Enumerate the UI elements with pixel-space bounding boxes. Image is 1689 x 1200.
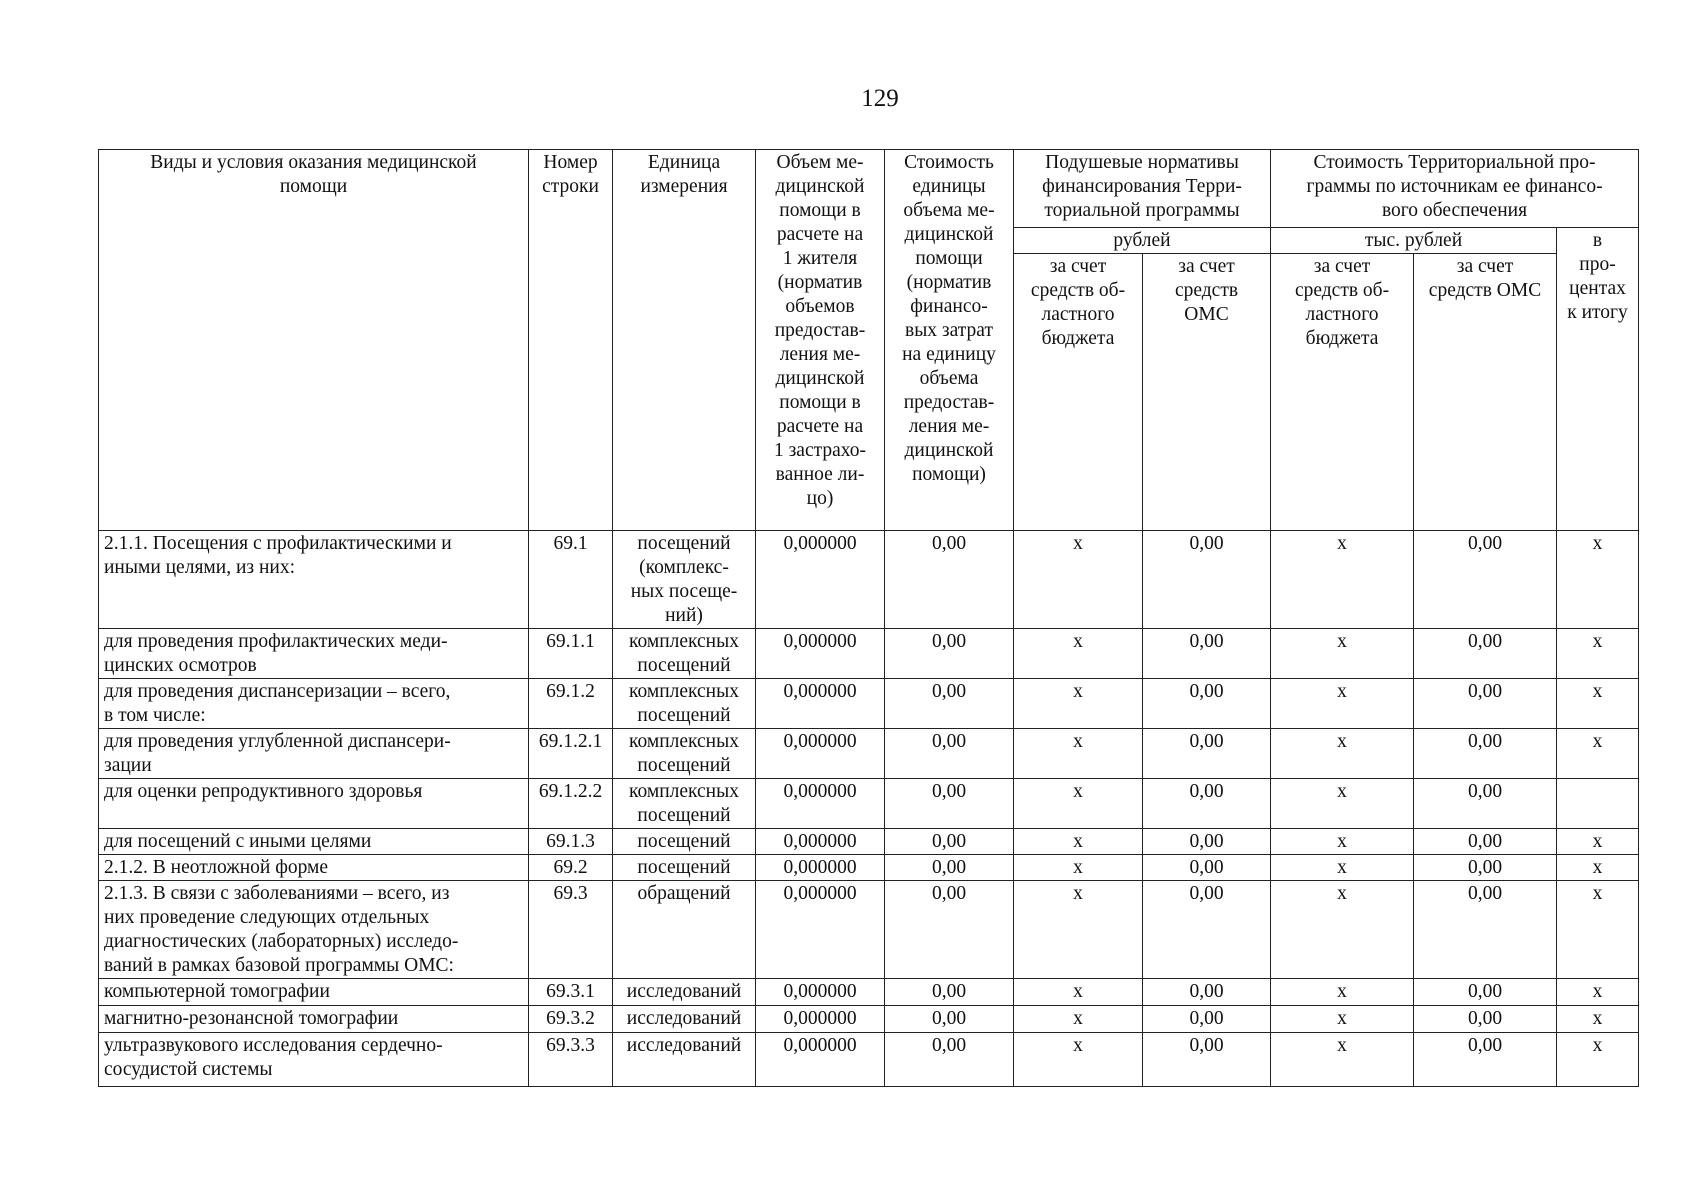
cell-volume: 0,000000 <box>756 1033 885 1087</box>
cell-percent: х <box>1557 679 1639 729</box>
cell-unit: комплексных посещений <box>613 629 756 679</box>
cell-unit-cost: 0,00 <box>885 679 1014 729</box>
cell-pc-budget: х <box>1014 679 1143 729</box>
table-row <box>99 829 1639 855</box>
cell-row-number: 69.2 <box>529 855 613 881</box>
cell-care-type: магнитно-резонансной томографии <box>99 1006 529 1033</box>
cell-unit: исследований <box>613 1033 756 1087</box>
cell-care-type: для посещений с иными целями <box>99 829 529 855</box>
cell-unit: обращений <box>613 881 756 979</box>
cell-care-type: 2.1.3. В связи с заболеваниями – всего, из них проведение следующих отдельных диагностических (лабораторных) исследо- ваний в рамках базовой программы ОМС: <box>99 881 529 979</box>
cell-unit-cost: 0,00 <box>885 881 1014 979</box>
cell-volume: 0,000000 <box>756 1006 885 1033</box>
cell-unit: комплексных посещений <box>613 679 756 729</box>
cell-tp-oms: 0,00 <box>1414 855 1557 881</box>
cell-tp-oms: 0,00 <box>1414 979 1557 1006</box>
header-thousand-rubles: тыс. рублей <box>1271 228 1557 254</box>
cell-pc-budget: х <box>1014 729 1143 779</box>
cell-tp-budget: х <box>1271 979 1414 1006</box>
cell-pc-oms: 0,00 <box>1143 531 1271 629</box>
cell-row-number: 69.1.1 <box>529 629 613 679</box>
header-oms-2: за счет средств ОМС <box>1414 254 1557 531</box>
table-row <box>99 1006 1639 1033</box>
table-row <box>99 629 1639 679</box>
cell-care-type: компьютерной томографии <box>99 979 529 1006</box>
cell-volume: 0,000000 <box>756 679 885 729</box>
cell-row-number: 69.1.3 <box>529 829 613 855</box>
header-unit: Единица измерения <box>613 150 756 531</box>
cell-tp-budget: х <box>1271 779 1414 829</box>
header-care-type: Виды и условия оказания медицинской помощи <box>99 150 529 531</box>
cell-percent: х <box>1557 829 1639 855</box>
cell-percent: х <box>1557 1033 1639 1087</box>
cell-tp-oms: 0,00 <box>1414 729 1557 779</box>
cell-pc-budget: х <box>1014 1033 1143 1087</box>
cell-unit: комплексных посещений <box>613 779 756 829</box>
cell-unit-cost: 0,00 <box>885 1033 1014 1087</box>
cell-unit-cost: 0,00 <box>885 531 1014 629</box>
cell-unit-cost: 0,00 <box>885 779 1014 829</box>
cell-unit-cost: 0,00 <box>885 1006 1014 1033</box>
cell-pc-oms: 0,00 <box>1143 1033 1271 1087</box>
cell-pc-budget: х <box>1014 531 1143 629</box>
cell-percent: х <box>1557 855 1639 881</box>
cell-pc-budget: х <box>1014 779 1143 829</box>
cell-volume: 0,000000 <box>756 531 885 629</box>
cell-unit: комплексных посещений <box>613 729 756 779</box>
cell-tp-budget: х <box>1271 531 1414 629</box>
cell-tp-oms: 0,00 <box>1414 531 1557 629</box>
header-program-cost: Стоимость Территориальной про- граммы по источникам ее финансо- вого обеспечения <box>1271 150 1639 228</box>
cell-percent: х <box>1557 629 1639 679</box>
cell-tp-budget: х <box>1271 1006 1414 1033</box>
cell-pc-oms: 0,00 <box>1143 855 1271 881</box>
table-row <box>99 531 1639 629</box>
table-row <box>99 881 1639 979</box>
cell-pc-oms: 0,00 <box>1143 629 1271 679</box>
cell-pc-oms: 0,00 <box>1143 729 1271 779</box>
cell-tp-oms: 0,00 <box>1414 779 1557 829</box>
table-row <box>99 729 1639 779</box>
cell-tp-oms: 0,00 <box>1414 629 1557 679</box>
header-row-number: Номер строки <box>529 150 613 531</box>
cell-tp-oms: 0,00 <box>1414 881 1557 979</box>
cell-percent: х <box>1557 729 1639 779</box>
cell-tp-budget: х <box>1271 729 1414 779</box>
cell-volume: 0,000000 <box>756 629 885 679</box>
cell-pc-oms: 0,00 <box>1143 1006 1271 1033</box>
cell-care-type: 2.1.1. Посещения с профилактическими и иными целями, из них: <box>99 531 529 629</box>
cell-pc-oms: 0,00 <box>1143 979 1271 1006</box>
header-volume: Объем ме- дицинской помощи в расчете на 1 жителя (норматив объемов предостав- ления ме- дицинской помощи в расчете на 1 застрахо- ванное ли- цо) <box>756 150 885 531</box>
header-regional-budget-2: за счет средств об- ластного бюджета <box>1271 254 1414 531</box>
cell-unit-cost: 0,00 <box>885 729 1014 779</box>
cell-pc-oms: 0,00 <box>1143 829 1271 855</box>
cell-tp-oms: 0,00 <box>1414 679 1557 729</box>
header-rubles: рублей <box>1014 228 1271 254</box>
header-regional-budget: за счет средств об- ластного бюджета <box>1014 254 1143 531</box>
cell-row-number: 69.1.2 <box>529 679 613 729</box>
cell-tp-oms: 0,00 <box>1414 1006 1557 1033</box>
cell-pc-oms: 0,00 <box>1143 779 1271 829</box>
cell-percent <box>1557 779 1639 829</box>
cell-care-type: 2.1.2. В неотложной форме <box>99 855 529 881</box>
header-unit-cost: Стоимость единицы объема ме- дицинской помощи (норматив финансо- вых затрат на единицу объема предостав- ления ме- дицинской помощи) <box>885 150 1014 531</box>
cell-tp-budget: х <box>1271 629 1414 679</box>
cell-volume: 0,000000 <box>756 729 885 779</box>
cell-volume: 0,000000 <box>756 779 885 829</box>
cell-pc-budget: х <box>1014 979 1143 1006</box>
cell-unit-cost: 0,00 <box>885 629 1014 679</box>
cell-tp-budget: х <box>1271 855 1414 881</box>
cell-care-type: ультразвукового исследования сердечно- сосудистой системы <box>99 1033 529 1087</box>
cell-row-number: 69.1 <box>529 531 613 629</box>
cell-percent: х <box>1557 1006 1639 1033</box>
cell-tp-budget: х <box>1271 679 1414 729</box>
table-row <box>99 855 1639 881</box>
cell-row-number: 69.1.2.2 <box>529 779 613 829</box>
cell-volume: 0,000000 <box>756 881 885 979</box>
cell-unit-cost: 0,00 <box>885 855 1014 881</box>
table-row <box>99 779 1639 829</box>
cell-percent: х <box>1557 881 1639 979</box>
header-percent-total: в про- центах к итогу <box>1557 228 1639 531</box>
header-oms: за счет средств ОМС <box>1143 254 1271 531</box>
table-row <box>99 679 1639 729</box>
cell-unit-cost: 0,00 <box>885 979 1014 1006</box>
cell-unit: посещений <box>613 855 756 881</box>
cell-percent: х <box>1557 531 1639 629</box>
cell-unit: исследований <box>613 979 756 1006</box>
cell-volume: 0,000000 <box>756 829 885 855</box>
cell-pc-budget: х <box>1014 629 1143 679</box>
cell-percent: х <box>1557 979 1639 1006</box>
cell-row-number: 69.3.1 <box>529 979 613 1006</box>
cell-unit: посещений (комплекс- ных посеще- ний) <box>613 531 756 629</box>
table-row <box>99 979 1639 1006</box>
cell-pc-budget: х <box>1014 1006 1143 1033</box>
cell-unit: исследований <box>613 1006 756 1033</box>
cell-pc-oms: 0,00 <box>1143 881 1271 979</box>
cell-care-type: для проведения профилактических меди- цинских осмотров <box>99 629 529 679</box>
cell-unit-cost: 0,00 <box>885 829 1014 855</box>
page-number: 129 <box>861 85 899 112</box>
cell-care-type: для проведения диспансеризации – всего, в том числе: <box>99 679 529 729</box>
medical-care-table <box>98 149 1639 1087</box>
cell-pc-budget: х <box>1014 855 1143 881</box>
cell-row-number: 69.1.2.1 <box>529 729 613 779</box>
cell-care-type: для оценки репродуктивного здоровья <box>99 779 529 829</box>
cell-tp-budget: х <box>1271 881 1414 979</box>
cell-volume: 0,000000 <box>756 855 885 881</box>
cell-pc-budget: х <box>1014 829 1143 855</box>
cell-care-type: для проведения углубленной диспансери- зации <box>99 729 529 779</box>
cell-row-number: 69.3 <box>529 881 613 979</box>
cell-tp-budget: х <box>1271 829 1414 855</box>
cell-pc-budget: х <box>1014 881 1143 979</box>
table-row <box>99 1033 1639 1087</box>
cell-volume: 0,000000 <box>756 979 885 1006</box>
cell-unit: посещений <box>613 829 756 855</box>
cell-pc-oms: 0,00 <box>1143 679 1271 729</box>
cell-tp-oms: 0,00 <box>1414 1033 1557 1087</box>
cell-row-number: 69.3.2 <box>529 1006 613 1033</box>
cell-tp-oms: 0,00 <box>1414 829 1557 855</box>
cell-row-number: 69.3.3 <box>529 1033 613 1087</box>
header-per-capita-norms: Подушевые нормативы финансирования Терри- ториальной программы <box>1014 150 1271 228</box>
cell-tp-budget: х <box>1271 1033 1414 1087</box>
